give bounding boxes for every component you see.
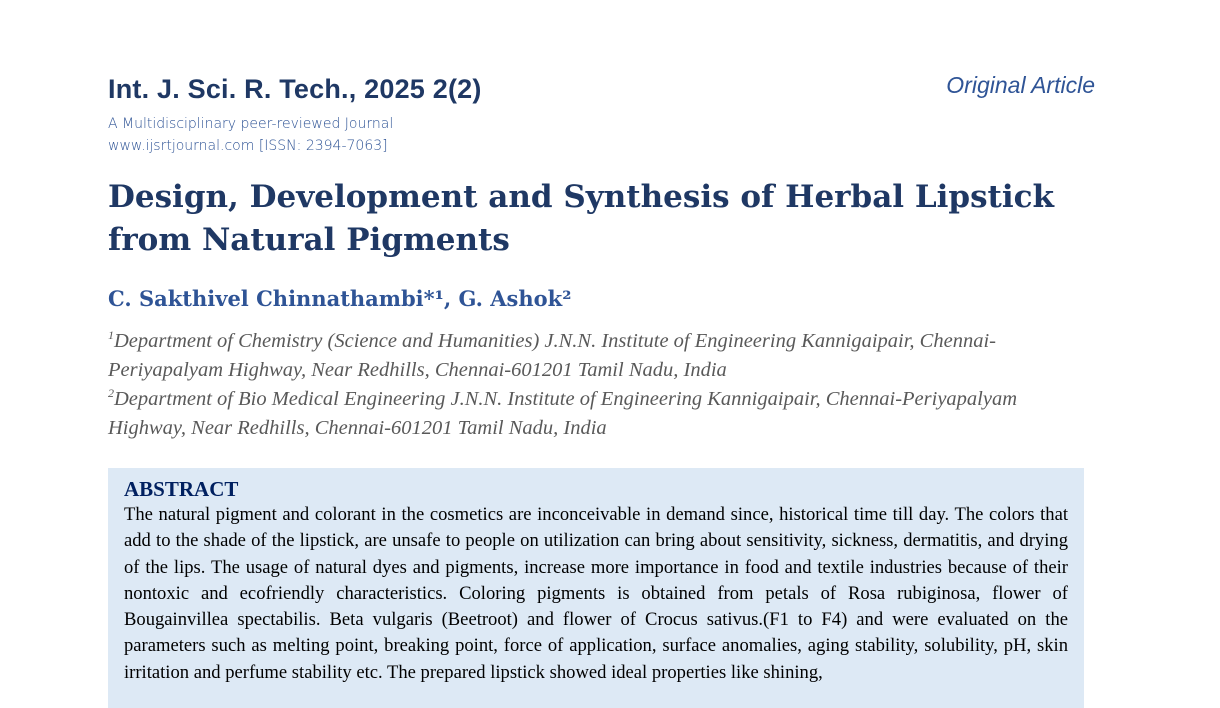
affiliation-text: Department of Bio Medical Engineering J.N.N. Institute of Engineering Kannigaipair, Chennai-Periyapalyam Highway, Near Redhills, Chennai-601201 Tamil Nadu, India [108, 388, 1018, 439]
abstract-heading: ABSTRACT [124, 477, 239, 501]
affiliation-marker: 2 [108, 386, 114, 400]
affiliation-1 [108, 327, 1088, 385]
author-list: C. Sakthivel Chinnathambi*¹, G. Ashok² [108, 286, 572, 311]
abstract-body: The natural pigment and colorant in the cosmetics are inconceivable in demand since, historical time till day. The colors that add to the shade of the lipstick, are unsafe to people on utilization can bring about sensitivity, sickness, dermatitis, and drying of the lips. The usage of natural dyes and pigments, increase more importance in food and textile industries because of their nontoxic and ecofriendly characteristics. Coloring pigments is obtained from petals of Rosa rubiginosa, flower of Bougainvillea spectabilis. Beta vulgaris (Beetroot) and flower of Crocus sativus.(F1 to F4) and were evaluated on the parameters such as melting point, breaking point, force of application, surface anomalies, aging stability, solubility, pH, skin irritation and perfume stability etc. The prepared lipstick showed ideal properties like shining, [124, 504, 1068, 683]
journal-title: Int. J. Sci. R. Tech., 2025 2(2) [108, 74, 482, 104]
journal-subtitle: A Multidisciplinary peer-reviewed Journal [108, 116, 394, 132]
journal-info [108, 113, 393, 157]
paper-title: Design, Development and Synthesis of Herbal Lipstick from Natural Pigments [108, 179, 1054, 258]
affiliation-text: Department of Chemistry (Science and Humanities) J.N.N. Institute of Engineering Kannigaipair, Chennai-Periyapalyam Highway, Near Redhills, Chennai-601201 Tamil Nadu, India [108, 330, 996, 381]
affiliation-marker: 1 [108, 328, 114, 342]
affiliation-2 [108, 385, 1088, 443]
journal-website: www.ijsrtjournal.com [ISSN: 2394-7063] [108, 138, 388, 154]
abstract-section [108, 468, 1084, 708]
article-type-label: Original Article [946, 72, 1095, 98]
affiliations [108, 327, 1088, 443]
